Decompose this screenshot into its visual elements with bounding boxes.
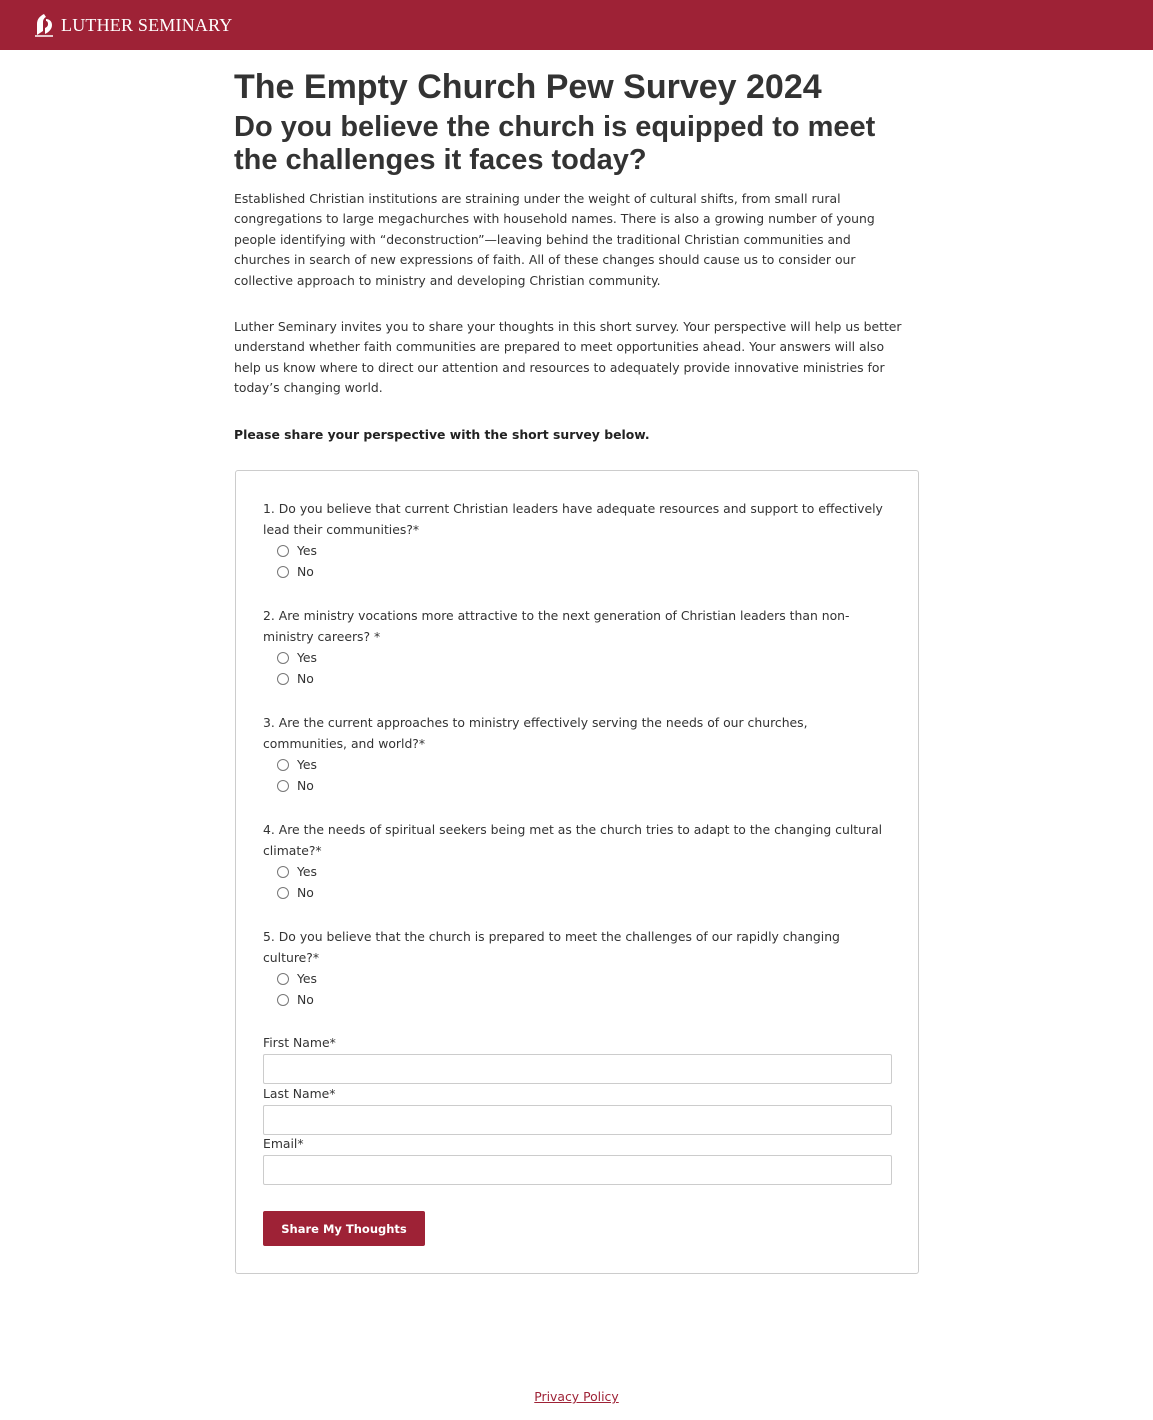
radio-button[interactable] xyxy=(277,887,289,899)
page-title: The Empty Church Pew Survey 2024 xyxy=(234,68,822,106)
privacy-policy-link[interactable]: Privacy Policy xyxy=(534,1389,619,1404)
option-label: No xyxy=(297,778,314,793)
radio-button[interactable] xyxy=(277,545,289,557)
option-label: No xyxy=(297,992,314,1007)
radio-button[interactable] xyxy=(277,652,289,664)
first-name-field[interactable] xyxy=(263,1054,892,1084)
radio-button[interactable] xyxy=(277,673,289,685)
last-name-label: Last Name* xyxy=(263,1086,336,1101)
top-bar xyxy=(0,0,1153,50)
question-3-text: 3. Are the current approaches to ministry effectively serving the needs of our churches, communities, and world?* xyxy=(263,715,808,751)
question-2-text: 2. Are ministry vocations more attractive to the next generation of Christian leaders than non-ministry careers? * xyxy=(263,608,850,644)
radio-button[interactable] xyxy=(277,866,289,878)
page-subtitle: Do you believe the church is equipped to meet the challenges it faces today? xyxy=(234,111,876,176)
option-label: No xyxy=(297,564,314,579)
question-2-option-no[interactable] xyxy=(263,668,893,689)
question-4-option-yes[interactable] xyxy=(263,861,893,882)
radio-button[interactable] xyxy=(277,566,289,578)
footer xyxy=(0,1386,1153,1405)
email-group xyxy=(263,1136,892,1185)
question-1 xyxy=(263,498,893,582)
brand-name: LUTHER SEMINARY xyxy=(61,14,233,35)
question-2-option-yes[interactable] xyxy=(263,647,893,668)
question-2 xyxy=(263,605,893,689)
option-label: Yes xyxy=(297,543,318,558)
intro-paragraph-2: Luther Seminary invites you to share your thoughts in this short survey. Your perspective will help us better understand whether faith communities are prepared to meet opportunities ahead. Your answers will also help us know where to direct our attention and resources to adequately provide innovative ministries for today’s changing world. xyxy=(234,319,902,396)
option-label: Yes xyxy=(297,650,318,665)
main-content xyxy=(234,66,920,445)
option-label: Yes xyxy=(297,757,318,772)
email-field[interactable] xyxy=(263,1155,892,1185)
last-name-field[interactable] xyxy=(263,1105,892,1135)
first-name-label: First Name* xyxy=(263,1035,336,1050)
option-label: Yes xyxy=(297,864,318,879)
radio-button[interactable] xyxy=(277,780,289,792)
question-1-text: 1. Do you believe that current Christian leaders have adequate resources and support to effectively lead their communities?* xyxy=(263,501,883,537)
question-3-option-yes[interactable] xyxy=(263,754,893,775)
option-label: Yes xyxy=(297,971,318,986)
question-4-text: 4. Are the needs of spiritual seekers being met as the church tries to adapt to the changing cultural climate?* xyxy=(263,822,883,858)
email-label: Email* xyxy=(263,1136,304,1151)
luther-rose-icon xyxy=(33,13,55,37)
radio-button[interactable] xyxy=(277,973,289,985)
share-my-thoughts-button[interactable]: Share My Thoughts xyxy=(263,1211,425,1246)
intro-paragraph-1: Established Christian institutions are straining under the weight of cultural shifts, from small rural congregations to large megachurches with household names. There is also a growing number of young people identifying with “deconstruction”—leaving behind the traditional Christian communities and churches in search of new expressions of faith. All of these changes should cause us to consider our collective approach to ministry and developing Christian community. xyxy=(234,191,875,288)
call-to-action: Please share your perspective with the short survey below. xyxy=(234,426,650,442)
site-logo[interactable] xyxy=(33,12,233,38)
question-5-text: 5. Do you believe that the church is prepared to meet the challenges of our rapidly changing culture?* xyxy=(263,929,840,965)
radio-button[interactable] xyxy=(277,994,289,1006)
question-4 xyxy=(263,819,893,903)
first-name-group xyxy=(263,1035,892,1084)
question-1-option-yes[interactable] xyxy=(263,540,893,561)
question-5 xyxy=(263,926,893,1010)
question-1-option-no[interactable] xyxy=(263,561,893,582)
question-5-option-yes[interactable] xyxy=(263,968,893,989)
last-name-group xyxy=(263,1086,892,1135)
survey-form xyxy=(235,470,919,1274)
question-5-option-no[interactable] xyxy=(263,989,893,1010)
question-3 xyxy=(263,712,893,796)
question-3-option-no[interactable] xyxy=(263,775,893,796)
question-4-option-no[interactable] xyxy=(263,882,893,903)
option-label: No xyxy=(297,885,314,900)
option-label: No xyxy=(297,671,314,686)
radio-button[interactable] xyxy=(277,759,289,771)
